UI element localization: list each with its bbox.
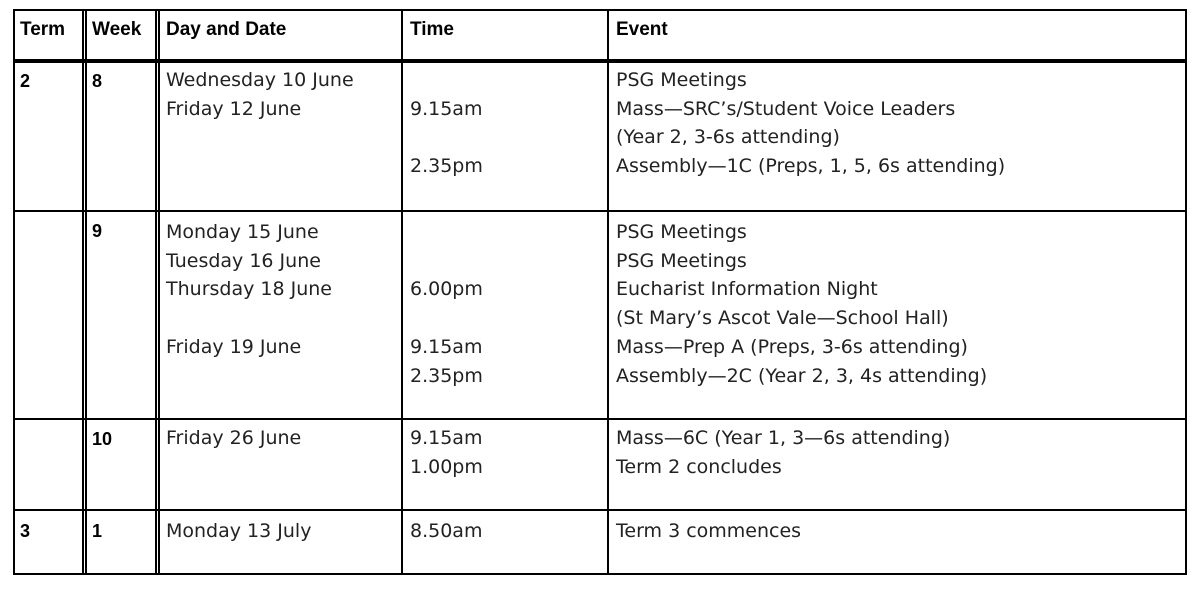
event-cell: Mass—6C (Year 1, 3—6s attending) <box>616 427 951 449</box>
time-cell: 1.00pm <box>410 456 483 478</box>
event-cell: PSG Meetings <box>616 250 747 272</box>
date-cell: Wednesday 10 June <box>166 69 354 91</box>
time-cell: 6.00pm <box>410 278 483 300</box>
event-cell: Mass—Prep A (Preps, 3-6s attending) <box>616 336 968 358</box>
event-cell: Assembly—2C (Year 2, 3, 4s attending) <box>616 365 988 387</box>
header-term: Term <box>20 19 66 40</box>
event-cell: (St Mary’s Ascot Vale—School Hall) <box>616 307 949 329</box>
week-cell: 9 <box>92 221 103 241</box>
week-cell: 8 <box>92 71 103 91</box>
term-cell: 2 <box>20 71 31 91</box>
date-cell: Friday 19 June <box>166 336 302 358</box>
time-cell: 9.15am <box>410 336 483 358</box>
event-cell: Mass—SRC’s/Student Voice Leaders <box>616 98 956 120</box>
event-cell: Term 2 concludes <box>616 456 782 478</box>
week-cell: 10 <box>92 429 113 449</box>
week-cell: 1 <box>92 521 103 541</box>
header-day-and-date: Day and Date <box>166 19 287 40</box>
event-cell: PSG Meetings <box>616 221 747 243</box>
date-cell: Friday 26 June <box>166 427 302 449</box>
time-cell: 2.35pm <box>410 365 483 387</box>
header-time: Time <box>410 19 455 40</box>
event-cell: Assembly—1C (Preps, 1, 5, 6s attending) <box>616 155 1006 177</box>
date-cell: Tuesday 16 June <box>166 250 321 272</box>
header-event: Event <box>616 19 668 40</box>
time-cell: 9.15am <box>410 427 483 449</box>
date-cell: Monday 15 June <box>166 221 319 243</box>
event-cell: PSG Meetings <box>616 69 747 91</box>
term-cell: 3 <box>20 521 31 541</box>
event-cell: Term 3 commences <box>616 520 802 542</box>
date-cell: Thursday 18 June <box>166 278 332 300</box>
event-cell: (Year 2, 3-6s attending) <box>616 126 840 148</box>
time-cell: 9.15am <box>410 98 483 120</box>
time-cell: 8.50am <box>410 520 483 542</box>
date-cell: Monday 13 July <box>166 520 312 542</box>
date-cell: Friday 12 June <box>166 98 302 120</box>
time-cell: 2.35pm <box>410 155 483 177</box>
event-cell: Eucharist Information Night <box>616 278 878 300</box>
header-week: Week <box>92 19 142 40</box>
